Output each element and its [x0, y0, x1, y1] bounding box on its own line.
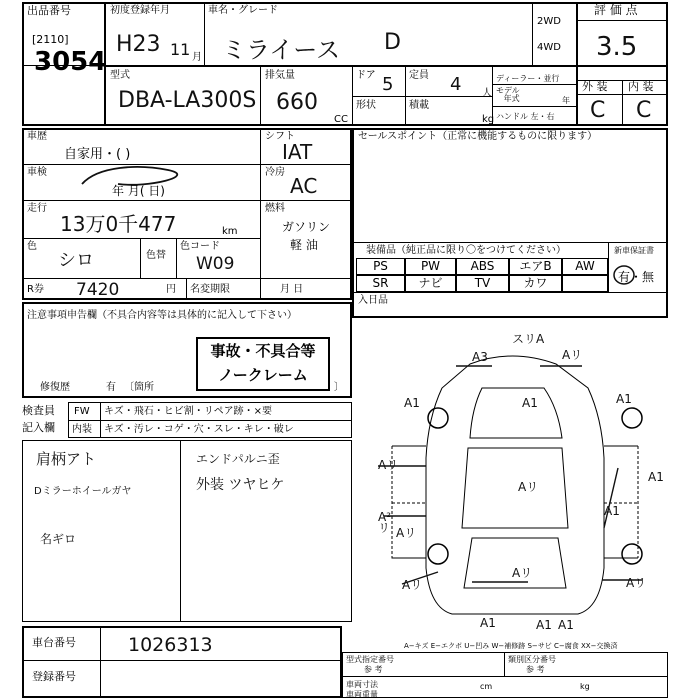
divider	[68, 420, 352, 421]
caution-label: 注意事項申告欄（不具合内容等は具体的に記入して下さい）	[27, 310, 297, 321]
damage-mark: A1	[558, 618, 574, 632]
note-right-1: エンドパルニ歪	[196, 452, 280, 466]
divider	[22, 238, 260, 239]
repair-place: 〔箇所	[124, 382, 154, 393]
naisou-label: 内装	[72, 424, 92, 435]
reg-label: 登録番号	[32, 670, 76, 683]
new-warranty-label: 新車保証書	[614, 246, 654, 255]
class-no-label: 類別区分番号	[508, 655, 556, 664]
mileage-label: 走行	[27, 203, 47, 214]
equipment-item-b-1: ナビ	[405, 275, 456, 292]
class-no-sub: 参 考	[526, 665, 545, 674]
model-value: DBA-LA300S	[118, 88, 257, 113]
damage-mark: Aリ	[512, 566, 533, 580]
handle-label: ハンドル 左・右	[496, 112, 555, 121]
equipment-item-b-4	[562, 275, 608, 292]
grade: D	[384, 30, 401, 55]
damage-mark: Aリ	[626, 576, 647, 590]
warranty-circle	[612, 264, 636, 286]
2wd-label: 2WD	[537, 16, 561, 27]
color-label: 色	[27, 241, 37, 252]
note-left-2: Dミラーホイールガヤ	[34, 486, 132, 497]
divider	[352, 96, 492, 97]
type-no-sub: 参 考	[364, 665, 383, 674]
divider	[352, 292, 668, 293]
exterior-grade: C	[590, 98, 606, 123]
stamp-line-1: 事故・不具合等	[210, 342, 316, 360]
door-label: ドア	[356, 70, 376, 81]
equipment-item-b-2: TV	[456, 275, 509, 292]
shift-value: IAT	[282, 140, 313, 164]
sales-point-label: セールスポイント（正常に機能するものに限ります）	[358, 131, 598, 142]
diagram-legend: A−キズ E−エクボ U−凹み W−補修跡 S−サビ C−腐食 XX−交換済	[404, 642, 618, 650]
damage-mark: Aリ	[562, 348, 583, 362]
damage-mark: Aリ	[396, 526, 417, 540]
color-code-value: W09	[196, 254, 235, 274]
fuel-label: 燃料	[265, 203, 285, 214]
damage-mark: A1	[616, 392, 632, 406]
divider	[22, 660, 342, 661]
ac-value: AC	[290, 174, 318, 198]
note-right-2: 外装 ツヤヒケ	[196, 477, 285, 493]
year-suffix: 年	[562, 96, 570, 105]
divider	[100, 402, 101, 438]
inspector-label-2: 記入欄	[22, 421, 55, 434]
capacity-value: 4	[450, 74, 462, 95]
chassis-label: 車台番号	[32, 636, 76, 649]
equipment-item-0: PS	[356, 258, 405, 275]
length-label: 車両寸法	[346, 680, 378, 689]
interior-label: 内 装	[628, 80, 654, 93]
doors-value: 5	[382, 74, 394, 95]
car-name-label: 車名・グレード	[208, 5, 278, 16]
damage-mark: スリA	[512, 332, 545, 346]
color-code-label: 色コード	[180, 241, 220, 252]
equipment-item-2: ABS	[456, 258, 509, 275]
repair-label: 修復歴	[40, 382, 70, 393]
divider	[186, 278, 187, 300]
interior-grade: C	[636, 98, 652, 123]
damage-mark: A3	[472, 350, 488, 364]
divider	[260, 128, 261, 300]
first-reg-era: H23	[116, 32, 161, 57]
divider	[260, 66, 261, 126]
lot-code: [2110]	[32, 33, 69, 46]
damage-mark: A1	[480, 616, 496, 630]
weight-label: 車両重量	[346, 690, 378, 699]
ac-label: 冷房	[265, 167, 285, 178]
divider	[352, 242, 668, 243]
type-no-label: 型式指定番号	[346, 655, 394, 664]
history-label: 車歴	[27, 131, 47, 142]
divider	[204, 2, 205, 66]
damage-mark: A1	[536, 618, 552, 632]
color-change-label: 色替	[146, 250, 166, 261]
equipment-item-b-3: カワ	[509, 275, 562, 292]
divider	[576, 20, 668, 21]
fw-label: FW	[74, 406, 90, 417]
new-warranty-value: 有・無	[618, 270, 655, 284]
shape-label: 形状	[356, 100, 376, 111]
equipment-item-1: PW	[405, 258, 456, 275]
divider	[492, 66, 493, 126]
rating-label: 評 価 点	[594, 3, 638, 17]
divider	[492, 84, 576, 85]
recycle-value: 7420	[76, 280, 120, 300]
color-value: シロ	[58, 250, 94, 271]
lot-label: 出品番号	[27, 4, 71, 17]
mileage-value: 13万0千477	[60, 212, 177, 236]
divider	[140, 238, 141, 278]
repair-close: 〕	[334, 382, 344, 393]
note-left-1: 肩柄アト	[36, 450, 97, 468]
note-left-3: 名ギロ	[40, 532, 77, 546]
4wd-label: 4WD	[537, 42, 561, 53]
recycle-label: R券	[27, 284, 44, 295]
rating-value: 3.5	[596, 32, 638, 62]
displacement-value: 660	[276, 90, 318, 115]
name-change-label: 名変期限	[190, 284, 230, 295]
exterior-label: 外 装	[582, 80, 608, 93]
chassis-value: 1026313	[128, 634, 213, 656]
divider	[22, 278, 352, 279]
damage-mark: Aリ	[518, 480, 539, 494]
divider	[342, 676, 668, 677]
shift-label: シフト	[265, 131, 295, 142]
divider	[180, 440, 181, 622]
divider	[622, 80, 623, 126]
inspection-label: 車検	[27, 167, 47, 178]
dealer-label: ディーラー・並行	[496, 74, 560, 83]
damage-mark: A² リ	[378, 510, 392, 535]
equipment-item-b-0: SR	[356, 275, 405, 292]
kg-label: kg	[580, 682, 590, 691]
import-date-label: 入日品	[358, 295, 388, 306]
lot-number: 3054	[34, 47, 107, 77]
history-value: 自家用・( )	[64, 147, 131, 162]
damage-mark: Aリ	[402, 578, 423, 592]
damage-mark: Aリ	[378, 458, 399, 472]
kg-label: kg	[482, 114, 495, 125]
divider	[104, 65, 668, 67]
divider	[576, 94, 668, 95]
model-label: 型式	[110, 70, 130, 81]
cm-label: cm	[480, 682, 493, 691]
fuel-diesel: 軽 油	[290, 238, 318, 252]
divider	[532, 2, 533, 66]
first-reg-label: 初度登録年月	[110, 5, 170, 16]
first-reg-month: 11	[170, 40, 191, 59]
divider	[22, 200, 352, 201]
divider	[100, 626, 101, 698]
stamp-line-2: ノークレーム	[218, 366, 308, 384]
damage-mark: A1	[404, 396, 420, 410]
capacity-label: 定員	[409, 70, 429, 81]
inspection-value: 年 月( 日)	[112, 184, 165, 198]
equipment-item-4: AW	[562, 258, 608, 275]
no-claim-stamp	[196, 337, 330, 391]
displacement-label: 排気量	[265, 70, 295, 81]
name-change-value: 月 日	[280, 284, 304, 295]
car-name: ミライース	[222, 36, 341, 64]
divider	[176, 238, 177, 278]
inspector-row2: キズ・汚レ・コゲ・穴・スレ・キレ・破レ	[104, 424, 294, 435]
equipment-item-3: エアB	[509, 258, 562, 275]
repair-value: 有	[106, 382, 116, 393]
car-damage-diagram	[352, 318, 668, 628]
km-label: km	[222, 226, 238, 237]
load-label: 積載	[409, 100, 429, 111]
cc-label: CC	[334, 114, 348, 125]
capacity-unit: 人	[482, 88, 492, 99]
divider	[608, 242, 609, 292]
damage-mark: A1	[604, 504, 620, 518]
recycle-unit: 円	[166, 284, 176, 295]
fuel-gas: ガソリン	[282, 220, 331, 234]
damage-mark: A1	[648, 470, 664, 484]
equipment-label: 装備品（純正品に限り〇をつけてください）	[366, 245, 566, 256]
inspector-label-1: 検査員	[22, 404, 55, 417]
divider	[492, 106, 576, 107]
damage-mark: A1	[522, 396, 538, 410]
inspector-row1: キズ・飛石・ヒビ割・リペア跡・×要	[104, 406, 272, 417]
first-reg-month-suffix: 月	[192, 52, 202, 63]
model-year-label: モデル 年式	[496, 86, 520, 103]
divider	[504, 652, 505, 676]
